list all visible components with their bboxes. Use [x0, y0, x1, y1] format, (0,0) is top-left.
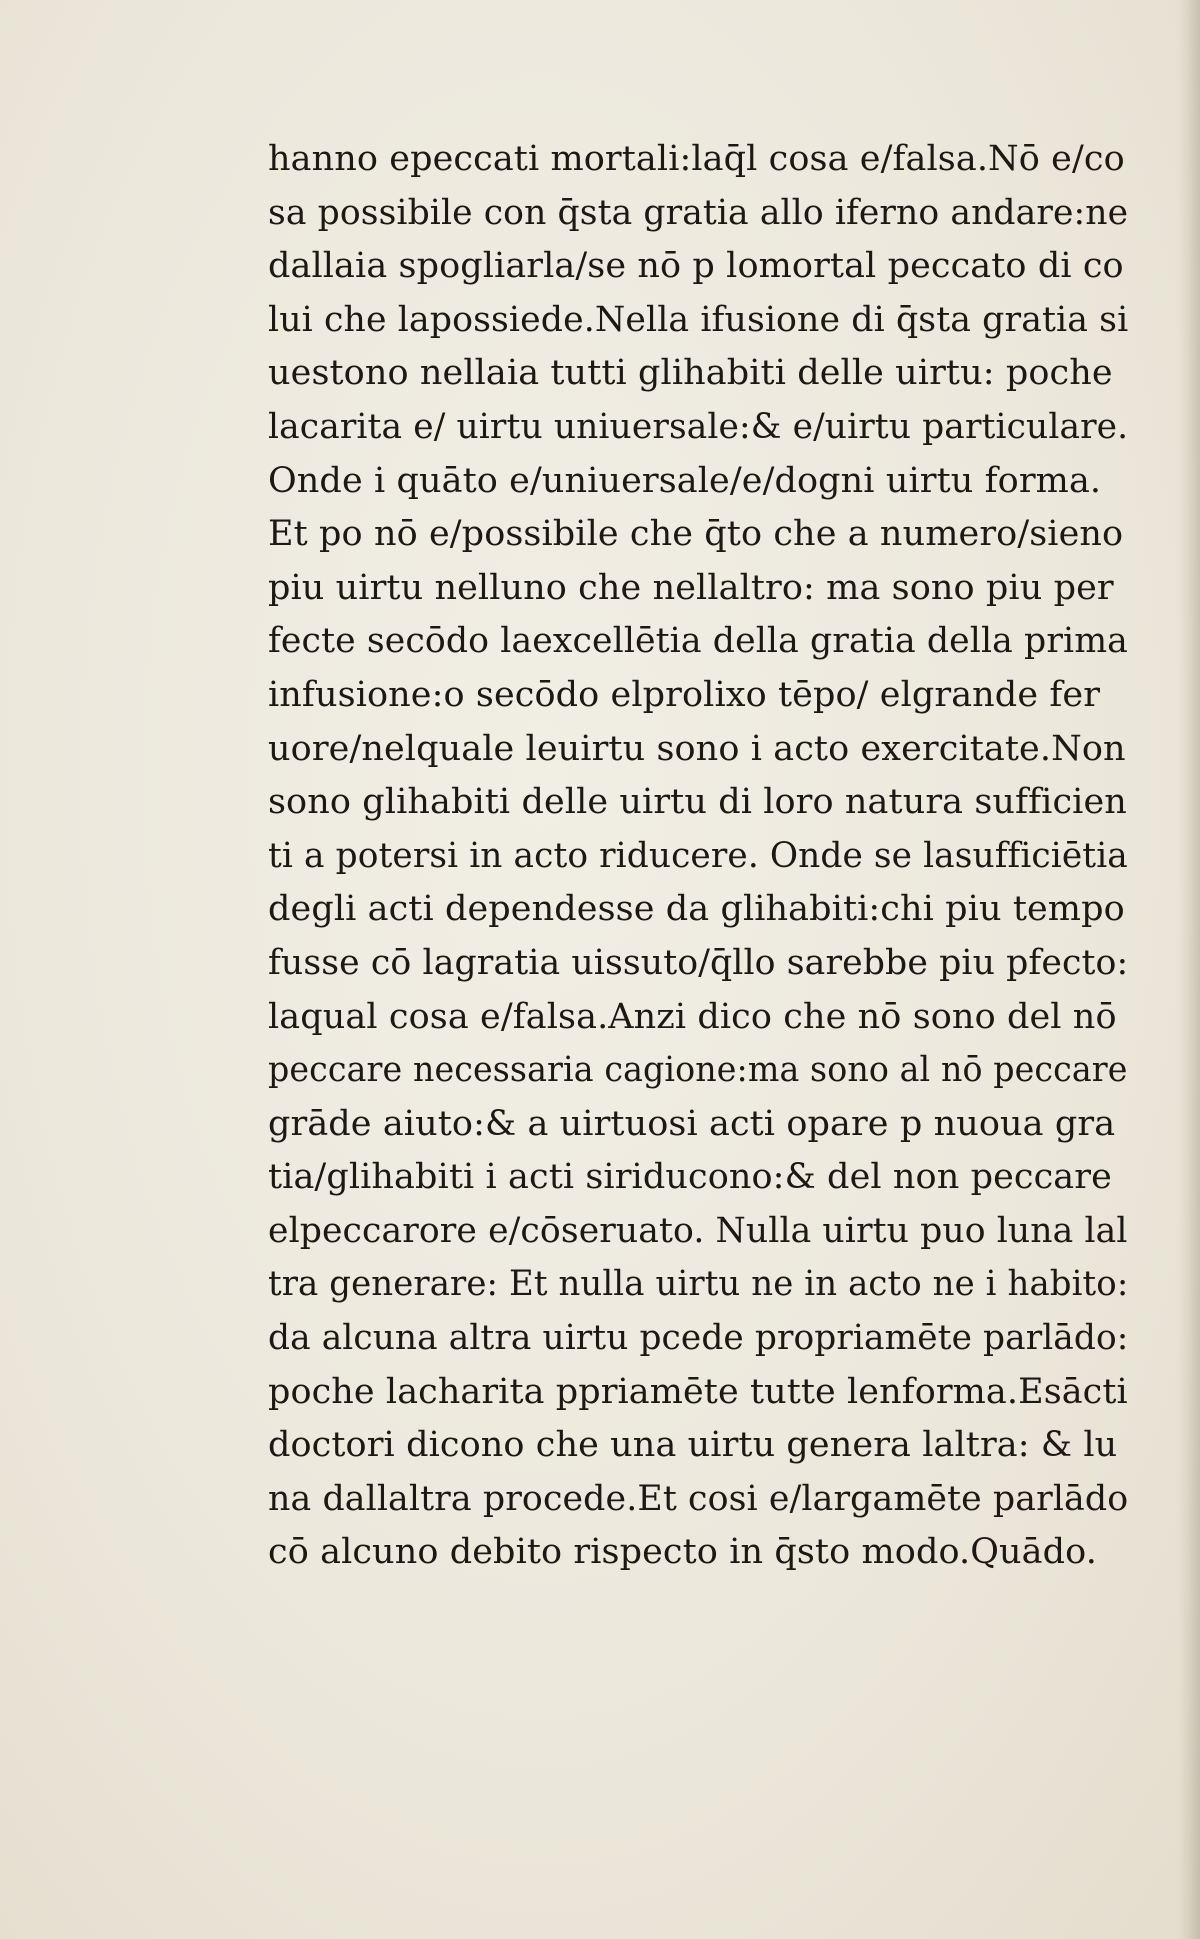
text-line: uore/nelquale leuirtu sono i acto exercitate.Non — [268, 728, 1126, 769]
text-line: infusione:o secōdo elprolixo tēpo/ elgrande fer — [268, 674, 1101, 715]
text-block — [268, 133, 1128, 1580]
text-line: fecte secōdo laexcellētia della gratia della prima — [268, 621, 1128, 662]
text-line: lacarita e/ uirtu uniuersale:& e/uirtu particulare. — [268, 406, 1129, 447]
text-line: na dallaltra procede.Et cosi e/largamēte parlādo — [268, 1478, 1129, 1519]
text-line: tia/glihabiti i acti siriducono:& del non peccare — [268, 1157, 1112, 1198]
text-line: piu uirtu nelluno che nellaltro: ma sono piu per — [268, 567, 1114, 608]
text-line: tra generare: Et nulla uirtu ne in acto ne i habito: — [268, 1264, 1129, 1305]
text-line: ti a potersi in acto riducere. Onde se lasufficiētia — [268, 835, 1128, 876]
text-line: elpeccarore e/cōseruato. Nulla uirtu puo luna lal — [268, 1210, 1128, 1251]
text-line: Et po nō e/possibile che q̄to che a numero/sieno — [268, 514, 1124, 555]
text-line: peccare necessaria cagione:ma sono al nō peccare — [268, 1050, 1128, 1091]
text-line: lui che lapossiede.Nella ifusione di q̄sta gratia si — [268, 299, 1129, 340]
text-line: degli acti dependesse da glihabiti:chi piu tempo — [268, 889, 1125, 930]
text-line: fusse cō lagratia uissuto/q̄llo sarebbe piu pfecto: — [268, 942, 1129, 983]
page-edge-shadow — [1178, 0, 1200, 1939]
text-line: cō alcuno debito rispecto in q̄sto modo.Quādo. — [268, 1532, 1097, 1573]
text-line: grāde aiuto:& a uirtuosi acti opare p nuoua gra — [268, 1103, 1116, 1144]
text-line: sono glihabiti delle uirtu di loro natura sufficien — [268, 782, 1127, 823]
text-line: da alcuna altra uirtu pcede propriamēte parlādo: — [268, 1318, 1129, 1359]
text-line: doctori dicono che una uirtu genera laltra: & lu — [268, 1425, 1118, 1466]
text-line: poche lacharita ppriamēte tutte lenforma.Esācti — [268, 1371, 1128, 1412]
text-line: hanno epeccati mortali:laq̄l cosa e/falsa.Nō e/co — [268, 139, 1125, 179]
text-line: laqual cosa e/falsa.Anzi dico che nō sono del nō — [268, 996, 1117, 1037]
text-line: dallaia spogliarla/se nō p lomortal peccato di co — [268, 246, 1124, 287]
text-line: sa possibile con q̄sta gratia allo iferno andare:ne — [268, 192, 1129, 233]
text-line: Onde i quāto e/uniuersale/e/dogni uirtu forma. — [268, 460, 1102, 501]
text-line: uestono nellaia tutti glihabiti delle uirtu: poche — [268, 353, 1113, 394]
